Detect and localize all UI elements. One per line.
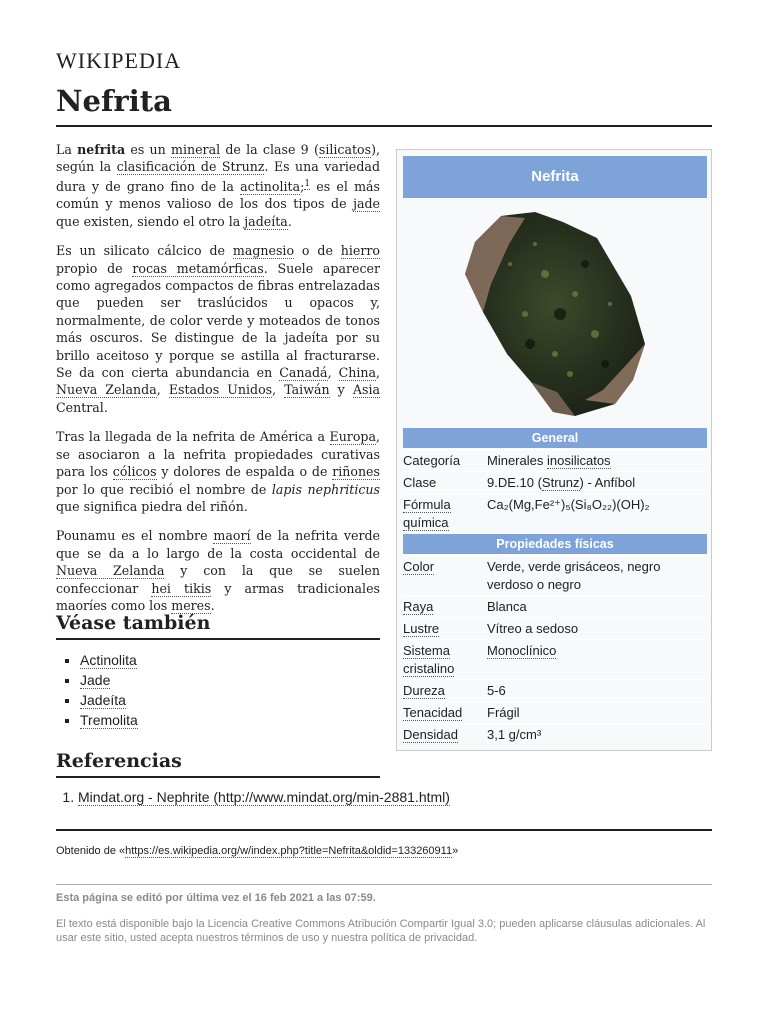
heading-divider	[56, 638, 380, 640]
mineral-photo[interactable]	[435, 204, 675, 422]
reference-item	[78, 788, 450, 806]
infobox-value: 5-6	[487, 683, 506, 698]
text: , se asociaron a la nefrita propiedades curativas para los	[56, 429, 380, 480]
list-item	[80, 670, 138, 690]
text: »	[452, 845, 459, 857]
infobox-label	[403, 496, 485, 532]
text: . Suele aparecer como agregados compactos de fibras entrelazadas que pueden ser traslúcidos u opacos y, normalmente, de color verde y moteados de tonos más oscuros. Se distingue de la jadeíta por su brillo aceitoso y porque se astilla al fracturarse. Se da con cierta abundancia en	[56, 260, 381, 381]
label-text[interactable]: Dureza	[403, 683, 445, 698]
link-colicos[interactable]: cólicos	[112, 464, 157, 480]
infobox-label	[403, 558, 485, 576]
reference-link-mindat[interactable]: Mindat.org - Nephrite (http://www.mindat.org/min-2881.html)	[78, 789, 450, 805]
label-text[interactable]: Raya	[403, 599, 434, 614]
label-text[interactable]: Lustre	[403, 621, 440, 636]
text: es el más común y menos valioso de los dos tipos de	[56, 179, 380, 212]
retrieved-from	[56, 845, 458, 857]
label-text[interactable]: Sistema cristalino	[403, 643, 455, 676]
infobox-value: Frágil	[487, 705, 520, 720]
infobox-row-lustre	[403, 617, 707, 640]
footer-divider	[56, 884, 712, 885]
text: ), según la	[56, 142, 380, 175]
title-divider	[56, 125, 712, 127]
text: La	[56, 142, 78, 157]
text: que significa piedra del riñón.	[56, 498, 248, 514]
heading-see-also: Véase también	[56, 612, 211, 634]
link-hei-tikis[interactable]: hei tikis	[151, 580, 212, 596]
infobox-label	[403, 704, 485, 722]
license-text: El texto está disponible bajo la Licencia Creative Commons Atribución Compartir Igual 3.0; pueden aplicarse cláusulas adicionales. Al usar este sitio, usted acepta nuestros términos de uso y nuestra política de privacidad.	[56, 918, 706, 944]
infobox-row-color	[403, 555, 707, 596]
infobox-row-sistema	[403, 639, 707, 680]
text: ,	[272, 382, 285, 398]
see-also-list	[60, 650, 138, 730]
list-item	[80, 710, 138, 730]
infobox-value: 3,1 g/cm³	[487, 727, 542, 742]
link-jade[interactable]: jade	[353, 196, 380, 212]
references-list	[60, 788, 450, 806]
bold-term: nefrita	[77, 142, 126, 157]
text: y con la que se suelen confeccionar	[56, 563, 381, 596]
link-silicatos[interactable]: silicatos	[318, 142, 372, 157]
infobox	[396, 149, 712, 751]
text: Central.	[56, 399, 108, 415]
infobox-row-categoria	[403, 449, 707, 472]
link-canada[interactable]: Canadá	[279, 365, 328, 381]
label-text[interactable]: Fórmula química	[403, 497, 451, 530]
link-rinones[interactable]: riñones	[332, 464, 380, 480]
heading-references: Referencias	[56, 750, 182, 772]
text: ;	[300, 179, 305, 194]
link-nueva-zelanda[interactable]: Nueva Zelanda	[56, 382, 157, 398]
reference-link[interactable]: 1	[304, 178, 311, 189]
text: ,	[327, 365, 339, 381]
link-maori[interactable]: maorí	[213, 528, 251, 544]
infobox-label: Clase	[403, 475, 437, 490]
link-magnesio[interactable]: magnesio	[232, 243, 295, 259]
link-europa[interactable]: Europa	[329, 429, 376, 445]
text: es un	[125, 142, 172, 157]
paragraph-history	[56, 428, 380, 515]
paragraph-pounamu	[56, 527, 380, 614]
text: Minerales	[487, 453, 547, 468]
infobox-row-tenacidad	[403, 701, 707, 724]
wikipedia-wordmark[interactable]: WIKIPEDIA	[56, 48, 182, 73]
italic-term: lapis nephriticus	[271, 481, 380, 497]
heading-divider	[56, 776, 380, 778]
infobox-value[interactable]: Ca₂(Mg,Fe²⁺)₅(Si₈O₂₂)(OH)₂	[487, 497, 650, 512]
infobox-section-general: General	[403, 428, 707, 448]
link-hierro[interactable]: hierro	[340, 243, 380, 259]
text: Obtenido de «	[56, 845, 126, 857]
link-meres[interactable]: meres	[171, 597, 211, 613]
link-nueva-zelanda-2[interactable]: Nueva Zelanda	[56, 563, 165, 579]
link-mineral[interactable]: mineral	[171, 142, 221, 157]
text: .	[210, 597, 215, 613]
text: ) - Anfíbol	[579, 475, 636, 490]
label-text[interactable]: Tenacidad	[403, 705, 463, 720]
link-jadeita-see[interactable]: Jadeíta	[80, 692, 126, 708]
infobox-label	[403, 598, 485, 616]
link-strunz-infobox[interactable]: Strunz	[541, 475, 580, 490]
paragraph-description	[56, 242, 380, 416]
text: Es un silicato cálcico de	[56, 243, 233, 259]
text: . Es una variedad dura y de grano fino de la	[56, 159, 381, 194]
infobox-row-clase	[403, 471, 707, 494]
content-end-divider	[56, 829, 712, 831]
link-inosilicatos[interactable]: inosilicatos	[546, 453, 611, 468]
text: y armas tradicionales maoríes como los	[56, 580, 380, 613]
text: propio de	[56, 260, 133, 276]
last-edited: Esta página se editó por última vez el 16 feb 2021 a las 07:59.	[56, 892, 376, 904]
list-item	[80, 650, 138, 670]
infobox-value: Vítreo a sedoso	[487, 621, 579, 636]
link-strunz[interactable]: clasificación de Strunz	[116, 159, 265, 175]
infobox-label	[403, 642, 485, 678]
paragraph-intro	[56, 141, 380, 230]
text: de la clase 9 (	[220, 142, 319, 157]
label-text[interactable]: Densidad	[403, 727, 458, 742]
infobox-label	[403, 620, 485, 638]
infobox-value	[487, 452, 707, 470]
infobox-value	[487, 642, 707, 660]
infobox-row-densidad	[403, 723, 707, 746]
text: Pounamu es el nombre	[56, 528, 214, 544]
infobox-row-formula	[403, 493, 707, 534]
link-taiwan[interactable]: Taiwán	[284, 382, 330, 398]
link-jade-see[interactable]: Jade	[80, 672, 111, 688]
text: y	[329, 382, 353, 398]
text: y dolores de espalda o de	[156, 464, 333, 480]
link-monoclinico[interactable]: Monoclínico	[487, 643, 557, 658]
link-asia[interactable]: Asia	[352, 382, 381, 398]
text: .	[287, 213, 292, 229]
text: que existen, siendo el otro la	[56, 213, 245, 229]
link-tremolita-see[interactable]: Tremolita	[80, 712, 138, 728]
link-china[interactable]: China	[338, 365, 376, 381]
infobox-title: Nefrita	[403, 156, 707, 198]
link-actinolita-see[interactable]: Actinolita	[80, 652, 137, 668]
infobox-section-physical: Propiedades físicas	[403, 534, 707, 554]
article-body	[56, 141, 380, 626]
page-title: Nefrita	[56, 84, 172, 118]
label-text[interactable]: Color	[403, 559, 435, 574]
text: o de	[294, 243, 341, 259]
infobox-label	[403, 726, 485, 744]
link-rocas-metamorficas[interactable]: rocas metamórficas	[132, 260, 264, 276]
text: por lo que recibió el nombre de	[56, 481, 272, 497]
text: ,	[156, 382, 169, 398]
text: 9.DE.10 (	[487, 475, 542, 490]
infobox-value	[487, 474, 707, 492]
infobox-row-raya	[403, 595, 707, 618]
permalink[interactable]: https://es.wikipedia.org/w/index.php?title=Nefrita&oldid=133260911	[125, 845, 453, 857]
text: ,	[375, 365, 380, 381]
text: Tras la llegada de la nefrita de América a	[56, 429, 330, 445]
infobox-label	[403, 682, 485, 700]
list-item	[80, 690, 138, 710]
text: de la nefrita verde que se da a lo largo de la costa occidental de	[56, 528, 380, 561]
infobox-value: Verde, verde grisáceos, negro verdoso o negro	[487, 559, 661, 592]
infobox-label: Categoría	[403, 453, 461, 468]
infobox-value: Blanca	[487, 599, 527, 614]
infobox-row-dureza	[403, 679, 707, 702]
link-actinolita[interactable]: actinolita	[240, 179, 301, 194]
link-jadeita[interactable]: jadeíta	[244, 213, 288, 229]
link-estados-unidos[interactable]: Estados Unidos	[168, 382, 273, 398]
